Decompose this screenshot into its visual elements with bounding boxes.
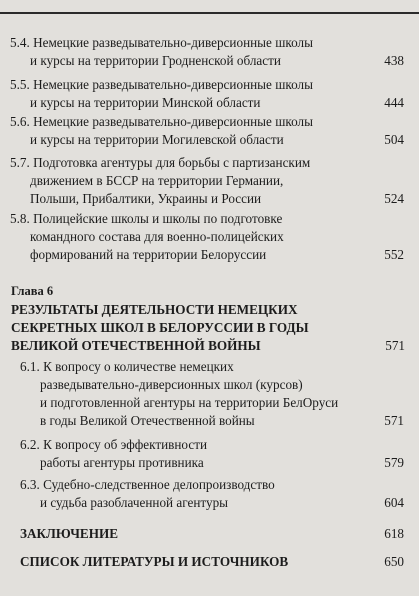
- toc-entry-line: и курсы на территории Могилевской области: [30, 132, 284, 147]
- section-title: СПИСОК ЛИТЕРАТУРЫ И ИСТОЧНИКОВ: [20, 554, 289, 569]
- page-number: 571: [384, 413, 404, 428]
- toc-entry-line: в годы Великой Отечественной войны: [40, 413, 255, 428]
- page-number: 579: [384, 455, 404, 470]
- toc-entry-line: 5.6. Немецкие разведывательно-диверсионные школы: [10, 114, 313, 129]
- toc-entry-6-3[interactable]: [20, 476, 404, 512]
- page-number: 552: [384, 247, 404, 262]
- page-number: 571: [385, 338, 405, 353]
- toc-entry-5-7[interactable]: [10, 154, 404, 208]
- chapter-title-line: ВЕЛИКОЙ ОТЕЧЕСТВЕННОЙ ВОЙНЫ: [11, 338, 261, 353]
- toc-entry-line: командного состава для военно-полицейских: [30, 229, 284, 244]
- chapter-title-line: СЕКРЕТНЫХ ШКОЛ В БЕЛОРУССИИ В ГОДЫ: [11, 320, 309, 335]
- top-rule: [0, 12, 419, 14]
- toc-entry-line: работы агентуры противника: [40, 455, 204, 470]
- toc-entry-line: 5.5. Немецкие разведывательно-диверсионные школы: [10, 77, 313, 92]
- toc-entry-line: разведывательно-диверсионных школ (курсов): [40, 377, 303, 392]
- toc-entry-line: 6.1. К вопросу о количестве немецких: [20, 359, 234, 374]
- toc-entry-line: 6.3. Судебно-следственное делопроизводство: [20, 477, 275, 492]
- toc-entry-conclusion[interactable]: [20, 525, 404, 543]
- page-number: 444: [384, 95, 404, 110]
- toc-entry-line: и судьба разоблаченной агентуры: [40, 495, 229, 510]
- toc-entry-5-4[interactable]: [10, 34, 404, 70]
- toc-entry-line: 6.2. К вопросу об эффективности: [20, 437, 208, 452]
- chapter-title-line: РЕЗУЛЬТАТЫ ДЕЯТЕЛЬНОСТИ НЕМЕЦКИХ: [11, 302, 298, 317]
- chapter-label: Глава 6: [11, 284, 54, 298]
- toc-entry-line: и курсы на территории Минской области: [30, 95, 261, 110]
- toc-entry-5-8[interactable]: [10, 210, 404, 264]
- toc-entry-line: 5.8. Полицейские школы и школы по подготовке: [10, 211, 283, 226]
- section-title: ЗАКЛЮЧЕНИЕ: [20, 526, 119, 541]
- toc-entry-line: 5.7. Подготовка агентуры для борьбы с партизанским: [10, 155, 311, 170]
- toc-entry-line: формирований на территории Белоруссии: [30, 247, 267, 262]
- toc-entry-5-5[interactable]: [10, 76, 404, 112]
- toc-entry-line: Польши, Прибалтики, Украины и России: [30, 191, 262, 206]
- chapter-title[interactable]: [11, 301, 405, 355]
- toc-entry-line: и курсы на территории Гродненской области: [30, 53, 281, 68]
- toc-entry-line: 5.4. Немецкие разведывательно-диверсионные школы: [10, 35, 313, 50]
- toc-entry-6-1[interactable]: [20, 358, 404, 430]
- toc-entry-5-6[interactable]: [10, 113, 404, 149]
- toc-entry-bibliography[interactable]: [20, 553, 404, 571]
- page-number: 504: [384, 132, 404, 147]
- page-number: 650: [384, 554, 404, 569]
- page-number: 524: [384, 191, 404, 206]
- page-number: 618: [384, 526, 404, 541]
- page-number: 438: [384, 53, 404, 68]
- toc-entry-6-2[interactable]: [20, 436, 404, 472]
- toc-entry-line: и подготовленной агентуры на территории БелОруси: [40, 395, 339, 410]
- page-number: 604: [384, 495, 404, 510]
- toc-entry-line: движением в БССР на территории Германии,: [30, 173, 284, 188]
